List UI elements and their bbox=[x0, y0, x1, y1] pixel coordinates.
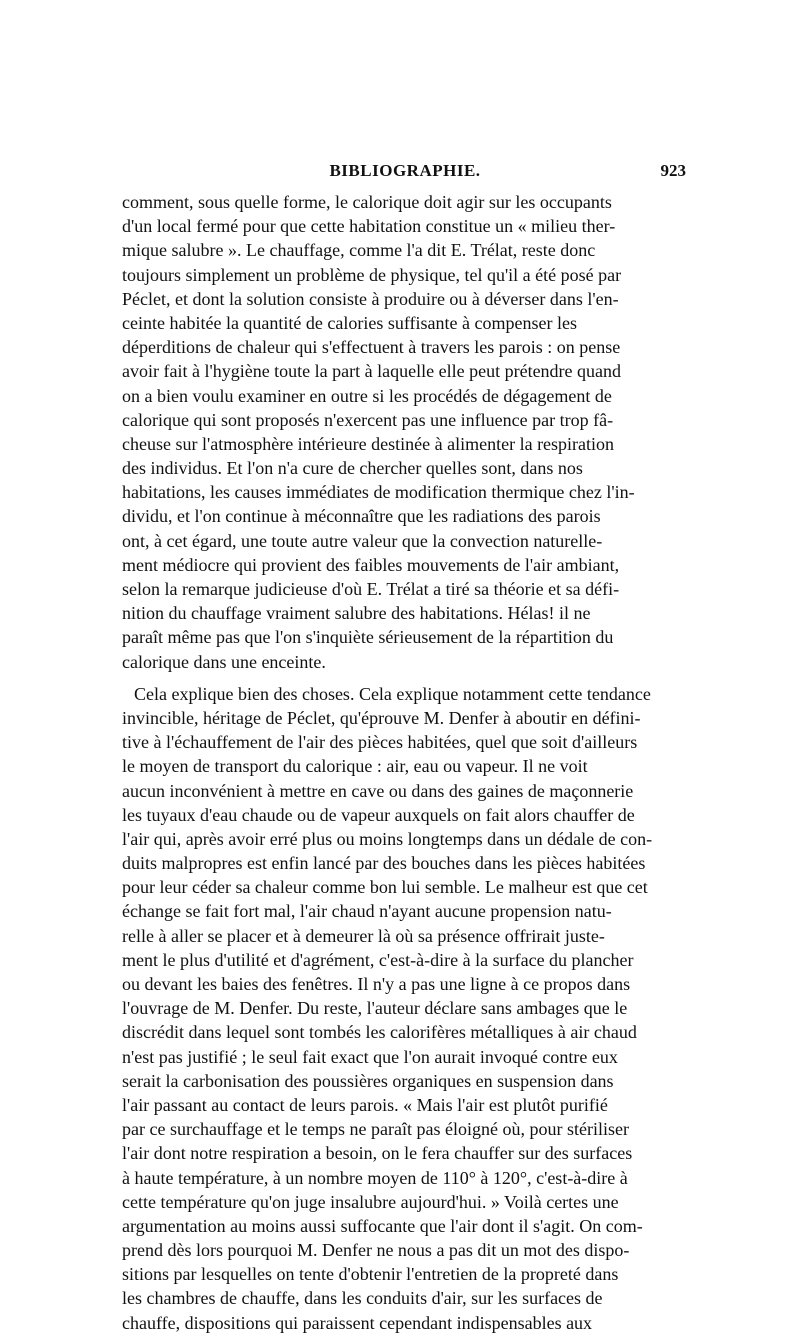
text-line: pour leur céder sa chaleur comme bon lui semble. Le malheur est que cet bbox=[122, 877, 648, 898]
text-line: l'ouvrage de M. Denfer. Du reste, l'auteur déclare sans ambages que le bbox=[122, 998, 628, 1019]
text-line: échange se fait fort mal, l'air chaud n'ayant aucune propension natu- bbox=[122, 901, 612, 922]
paragraph bbox=[122, 190, 686, 674]
text-line: calorique dans une enceinte. bbox=[122, 651, 326, 672]
text-line: nition du chauffage vraiment salubre des habitations. Hélas! il ne bbox=[122, 603, 591, 624]
text-line: sitions par lesquelles on tente d'obtenir l'entretien de la propreté dans bbox=[122, 1264, 619, 1285]
text-line: invincible, héritage de Péclet, qu'éprouve M. Denfer à aboutir en défini- bbox=[122, 707, 641, 728]
text-line: tive à l'échauffement de l'air des pièces habitées, quel que soit d'ailleurs bbox=[122, 732, 638, 753]
text-line: serait la carbonisation des poussières organiques en suspension dans bbox=[122, 1070, 614, 1091]
page-number: 923 bbox=[660, 161, 686, 180]
text-line: selon la remarque judicieuse d'où E. Trélat a tiré sa théorie et sa défi- bbox=[122, 579, 620, 599]
text-line: l'air passant au contact de leurs parois. « Mais l'air est plutôt purifié bbox=[122, 1094, 608, 1115]
text-line: aucun inconvénient à mettre en cave ou dans des gaines de maçonnerie bbox=[122, 780, 634, 801]
text-line: ceinte habitée la quantité de calories suffisante à compenser les bbox=[122, 312, 577, 333]
text-line: comment, sous quelle forme, le calorique doit agir sur les occupants bbox=[122, 192, 612, 212]
text-line: l'air dont notre respiration a besoin, on le fera chauffer sur des surfaces bbox=[122, 1143, 633, 1164]
text-line: ment médiocre qui provient des faibles mouvements de l'air ambiant, bbox=[122, 554, 620, 575]
text-line: duits malpropres est enfin lancé par des bouches dans les pièces habitées bbox=[122, 853, 646, 874]
text-line: ont, à cet égard, une toute autre valeur que la convection naturelle- bbox=[122, 530, 603, 551]
text-line: dividu, et l'on continue à méconnaître que les radiations des parois bbox=[122, 506, 601, 527]
text-line: l'air qui, après avoir erré plus ou moins longtemps dans un dédale de con- bbox=[122, 828, 653, 849]
text-line: calorique qui sont proposés n'exercent pas une influence par trop fâ- bbox=[122, 409, 614, 430]
text-line: d'un local fermé pour que cette habitation constitue un « milieu ther- bbox=[122, 216, 616, 237]
text-line: relle à aller se placer et à demeurer là où sa présence offrirait juste- bbox=[122, 925, 605, 946]
text-line: prend dès lors pourquoi M. Denfer ne nous a pas dit un mot des dispo- bbox=[122, 1240, 630, 1261]
text-line: avoir fait à l'hygiène toute la part à laquelle elle peut prétendre quand bbox=[122, 361, 622, 382]
paragraph bbox=[122, 682, 686, 1335]
body-text bbox=[122, 190, 686, 1335]
text-line: des individus. Et l'on n'a cure de chercher quelles sont, dans nos bbox=[122, 458, 583, 479]
text-line: habitations, les causes immédiates de modification thermique chez l'in- bbox=[122, 482, 635, 503]
text-line: cheuse sur l'atmosphère intérieure destinée à alimenter la respiration bbox=[122, 433, 615, 454]
text-line: les chambres de chauffe, dans les conduits d'air, sur les surfaces de bbox=[122, 1288, 603, 1309]
text-line: par ce surchauffage et le temps ne paraît pas éloigné où, pour stériliser bbox=[122, 1119, 629, 1140]
text-line: Cela explique bien des choses. Cela explique notamment cette tendance bbox=[134, 683, 651, 704]
text-line: Péclet, et dont la solution consiste à produire ou à déverser dans l'en- bbox=[122, 288, 619, 309]
text-line: les tuyaux d'eau chaude ou de vapeur auxquels on fait alors chauffer de bbox=[122, 804, 635, 825]
running-head bbox=[124, 161, 686, 185]
text-line: toujours simplement un problème de physique, tel qu'il a été posé par bbox=[122, 264, 622, 285]
text-line: paraît même pas que l'on s'inquiète sérieusement de la répartition du bbox=[122, 627, 614, 648]
text-line: chauffe, dispositions qui paraissent cependant indispensables aux bbox=[122, 1312, 593, 1333]
text-line: argumentation au moins aussi suffocante que l'air dont il s'agit. On com- bbox=[122, 1215, 643, 1236]
text-line: ou devant les baies des fenêtres. Il n'y a pas une ligne à ce propos dans bbox=[122, 974, 631, 994]
text-line: déperditions de chaleur qui s'effectuent à travers les parois : on pense bbox=[122, 337, 621, 358]
text-line: mique salubre ». Le chauffage, comme l'a dit E. Trélat, reste donc bbox=[122, 240, 596, 261]
text-line: n'est pas justifié ; le seul fait exact que l'on aurait invoqué contre eux bbox=[122, 1046, 618, 1067]
running-title: BIBLIOGRAPHIE. bbox=[329, 161, 481, 180]
text-line: cette température qu'on juge insalubre aujourd'hui. » Voilà certes une bbox=[122, 1191, 619, 1212]
text-line: ment le plus d'utilité et d'agrément, c'est-à-dire à la surface du plancher bbox=[122, 949, 634, 970]
text-line: le moyen de transport du calorique : air, eau ou vapeur. Il ne voit bbox=[122, 756, 588, 777]
text-line: on a bien voulu examiner en outre si les procédés de dégagement de bbox=[122, 385, 612, 406]
text-line: à haute température, à un nombre moyen de 110° à 120°, c'est-à-dire à bbox=[122, 1167, 628, 1188]
paragraph-gap bbox=[122, 674, 686, 682]
text-line: discrédit dans lequel sont tombés les calorifères métalliques à air chaud bbox=[122, 1022, 637, 1043]
